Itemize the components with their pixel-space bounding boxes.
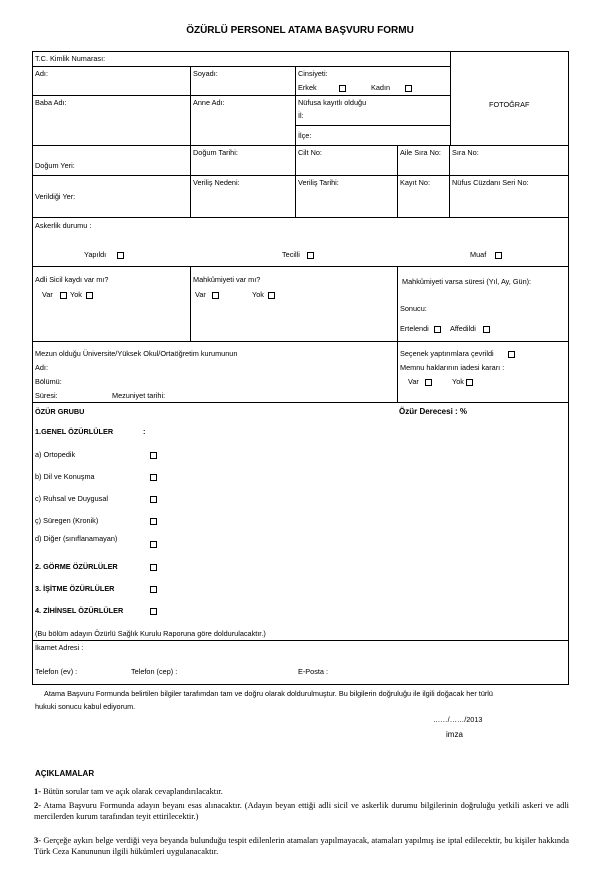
ozur-item: d) Diğer (sınıflanamayan)	[35, 534, 118, 543]
aciklama-1-text: Bütün sorular tam ve açık olarak cevaplandırılacaktır.	[43, 787, 223, 796]
beyan-text-1: Atama Başvuru Formunda belirtilen bilgiler tarafımdan tam ve doğru olarak doldurulmuştur. Bu bilgilerin doğruluğu ile ilgili doğacak her türlü	[44, 689, 493, 698]
soyadi-label: Soyadı:	[193, 69, 218, 78]
aciklama-3	[34, 835, 569, 857]
sonucu-label: Sonucu:	[400, 304, 427, 313]
ozur-item: c) Ruhsal ve Duygusal	[35, 494, 109, 503]
row-line	[32, 402, 569, 403]
mahkum-label: Mahkûmiyeti var mı?	[193, 275, 261, 284]
memnu-var-label: Var	[408, 377, 419, 386]
genel-ozurluler-heading: 1.GENEL ÖZÜRLÜLER	[35, 427, 114, 436]
zihinsel-checkbox[interactable]	[150, 608, 157, 615]
kayit-label: Kayıt No:	[400, 178, 431, 187]
aciklama-3-text: Gerçeğe aykırı belge verdiği veya beyanda bulunduğu tespit edilenlerin atamaları yapılmayacak, atamaları yapılmış ise iptal edilecektir, bu kişiler hakkında Türk Ceza Kanununun ilgili hükümleri uygulanacaktır.	[34, 836, 569, 856]
memnu-label: Memnu haklarının iadesi kararı :	[400, 363, 505, 372]
gorme-label: 2. GÖRME ÖZÜRLÜLER	[35, 562, 118, 571]
anne-label: Anne Adı:	[193, 98, 225, 107]
ozur-derecesi-label: Özür Derecesi : %	[399, 407, 468, 416]
mezuniyet-label: Mezuniyet tarihi:	[112, 391, 166, 400]
ortopedik-checkbox[interactable]	[150, 452, 157, 459]
secenek-label: Seçenek yaptırımlara çevrildi	[400, 349, 494, 358]
ozur-grubu-heading: ÖZÜR GRUBU	[35, 407, 85, 416]
sicil-yok-checkbox[interactable]	[86, 292, 93, 299]
kadin-option[interactable]	[371, 84, 390, 92]
col-line	[449, 145, 450, 217]
sira-label: Sıra No:	[452, 148, 479, 157]
row-line	[32, 266, 569, 267]
mezun-label: Mezun olduğu Üniversite/Yüksek Okul/Ortaöğretim kurumunun	[35, 349, 238, 358]
row-line	[32, 175, 569, 176]
verildigi-label: Verildiği Yer:	[35, 192, 76, 201]
col-line	[190, 266, 191, 341]
sicil-label: Adli Sicil kaydı var mı?	[35, 275, 109, 284]
verilis-tarihi-label: Veriliş Tarihi:	[298, 178, 339, 187]
col-line	[397, 145, 398, 217]
sure-label: Mahkûmiyeti varsa süresi (Yıl, Ay, Gün):	[402, 277, 532, 286]
verilis-nedeni-label: Veriliş Nedeni:	[193, 178, 240, 187]
imza-label: imza	[446, 730, 463, 739]
sicil-var-label: Var	[42, 290, 53, 299]
bolum-label: Bölümü:	[35, 377, 62, 386]
tel-cep-label: Telefon (cep) :	[131, 667, 178, 676]
aciklamalar-heading: AÇIKLAMALAR	[35, 769, 95, 778]
genel-colon: :	[143, 427, 146, 436]
dogum-yeri-label: Doğum Yeri:	[35, 161, 75, 170]
dogum-tarihi-label: Doğum Tarihi:	[193, 148, 238, 157]
row-line	[32, 95, 450, 96]
beyan-text-2: hukuki sonucu kabul ediyorum.	[35, 702, 136, 711]
affedildi-checkbox[interactable]	[483, 326, 490, 333]
sicil-var-checkbox[interactable]	[60, 292, 67, 299]
memnu-yok-checkbox[interactable]	[466, 379, 473, 386]
tel-ev-label: Telefon (ev) :	[35, 667, 78, 676]
gorme-checkbox[interactable]	[150, 564, 157, 571]
cilt-label: Cilt No:	[298, 148, 322, 157]
yapildi-label: Yapıldı	[84, 250, 107, 259]
ikamet-label: İkamet Adresi :	[35, 643, 84, 652]
aciklama-1-number: 1-	[34, 787, 41, 796]
eposta-label: E-Posta :	[298, 667, 329, 676]
row-line	[32, 684, 569, 685]
row-line	[32, 341, 569, 342]
row-line	[32, 640, 569, 641]
tc-label: T.C. Kimlik Numarası:	[35, 54, 106, 63]
yapildi-checkbox[interactable]	[117, 252, 124, 259]
memnu-var-checkbox[interactable]	[425, 379, 432, 386]
aciklama-1	[34, 786, 569, 797]
ruhsal-checkbox[interactable]	[150, 496, 157, 503]
ozur-item: b) Dil ve Konuşma	[35, 472, 95, 481]
okul-adi-label: Adı:	[35, 363, 48, 372]
ertelendi-checkbox[interactable]	[434, 326, 441, 333]
row-line	[32, 217, 569, 218]
row-line	[32, 145, 569, 146]
isitme-checkbox[interactable]	[150, 586, 157, 593]
form-title: ÖZÜRLÜ PERSONEL ATAMA BAŞVURU FORMU	[186, 25, 414, 36]
col-line	[295, 66, 296, 217]
col-line	[450, 51, 451, 145]
kadin-checkbox[interactable]	[405, 85, 412, 92]
ozur-note: (Bu bölüm adayın Özürlü Sağlık Kurulu Raporuna göre doldurulacaktır.)	[35, 629, 266, 638]
affedildi-label: Affedildi	[450, 324, 476, 333]
col-line	[397, 266, 398, 402]
sicil-yok-label: Yok	[70, 290, 82, 299]
ozur-item: ç) Süregen (Kronik)	[35, 516, 99, 525]
beyan-tarih: ……/……/2013	[433, 715, 483, 724]
suregen-checkbox[interactable]	[150, 518, 157, 525]
erkek-checkbox[interactable]	[339, 85, 346, 92]
ertelendi-label: Ertelendi	[400, 324, 429, 333]
baba-label: Baba Adı:	[35, 98, 67, 107]
il-label: İl:	[298, 111, 304, 120]
nufus-label: Nüfusa kayıtlı olduğu	[298, 98, 367, 107]
isitme-label: 3. İŞİTME ÖZÜRLÜLER	[35, 584, 115, 593]
secenek-checkbox[interactable]	[508, 351, 515, 358]
mahkum-var-label: Var	[195, 290, 206, 299]
mahkum-yok-label: Yok	[252, 290, 264, 299]
seri-label: Nüfus Cüzdanı Seri No:	[452, 178, 529, 187]
diger-checkbox[interactable]	[150, 541, 157, 548]
erkek-label: Erkek	[298, 83, 317, 92]
row-line	[32, 66, 450, 67]
zihinsel-label: 4. ZİHİNSEL ÖZÜRLÜLER	[35, 606, 124, 615]
aciklama-2-text: Atama Başvuru Formunda adayın beyanı esas alınacaktır. (Adayın beyan ettiği adli sicil ve askerlik durumu bilgilerinin doğruluğu yetkili askeri ve adli mercilerden kurum tarafından teyit ettirilecektir.)	[34, 801, 569, 821]
muaf-checkbox[interactable]	[495, 252, 502, 259]
aciklama-3-number: 3-	[34, 836, 41, 845]
muaf-label: Muaf	[470, 250, 487, 259]
memnu-yok-label: Yok	[452, 377, 464, 386]
erkek-option[interactable]	[298, 84, 317, 92]
ilce-label: İlçe:	[298, 131, 312, 140]
photo-placeholder: FOTOĞRAF	[489, 100, 530, 109]
mahkum-yok-checkbox[interactable]	[268, 292, 275, 299]
suresi-label: Süresi:	[35, 391, 58, 400]
aciklama-2	[34, 800, 569, 822]
dil-konusma-checkbox[interactable]	[150, 474, 157, 481]
aciklama-2-number: 2-	[34, 801, 41, 810]
row-line	[295, 125, 450, 126]
col-line	[190, 66, 191, 217]
adi-label: Adı:	[35, 69, 48, 78]
tecilli-checkbox[interactable]	[307, 252, 314, 259]
tecilli-label: Tecilli	[282, 250, 300, 259]
askerlik-label: Askerlik durumu :	[35, 221, 92, 230]
aile-sira-label: Aile Sıra No:	[400, 148, 441, 157]
kadin-label: Kadın	[371, 83, 391, 92]
cinsiyeti-label: Cinsiyeti:	[298, 69, 328, 78]
ozur-item: a) Ortopedik	[35, 450, 76, 459]
mahkum-var-checkbox[interactable]	[212, 292, 219, 299]
